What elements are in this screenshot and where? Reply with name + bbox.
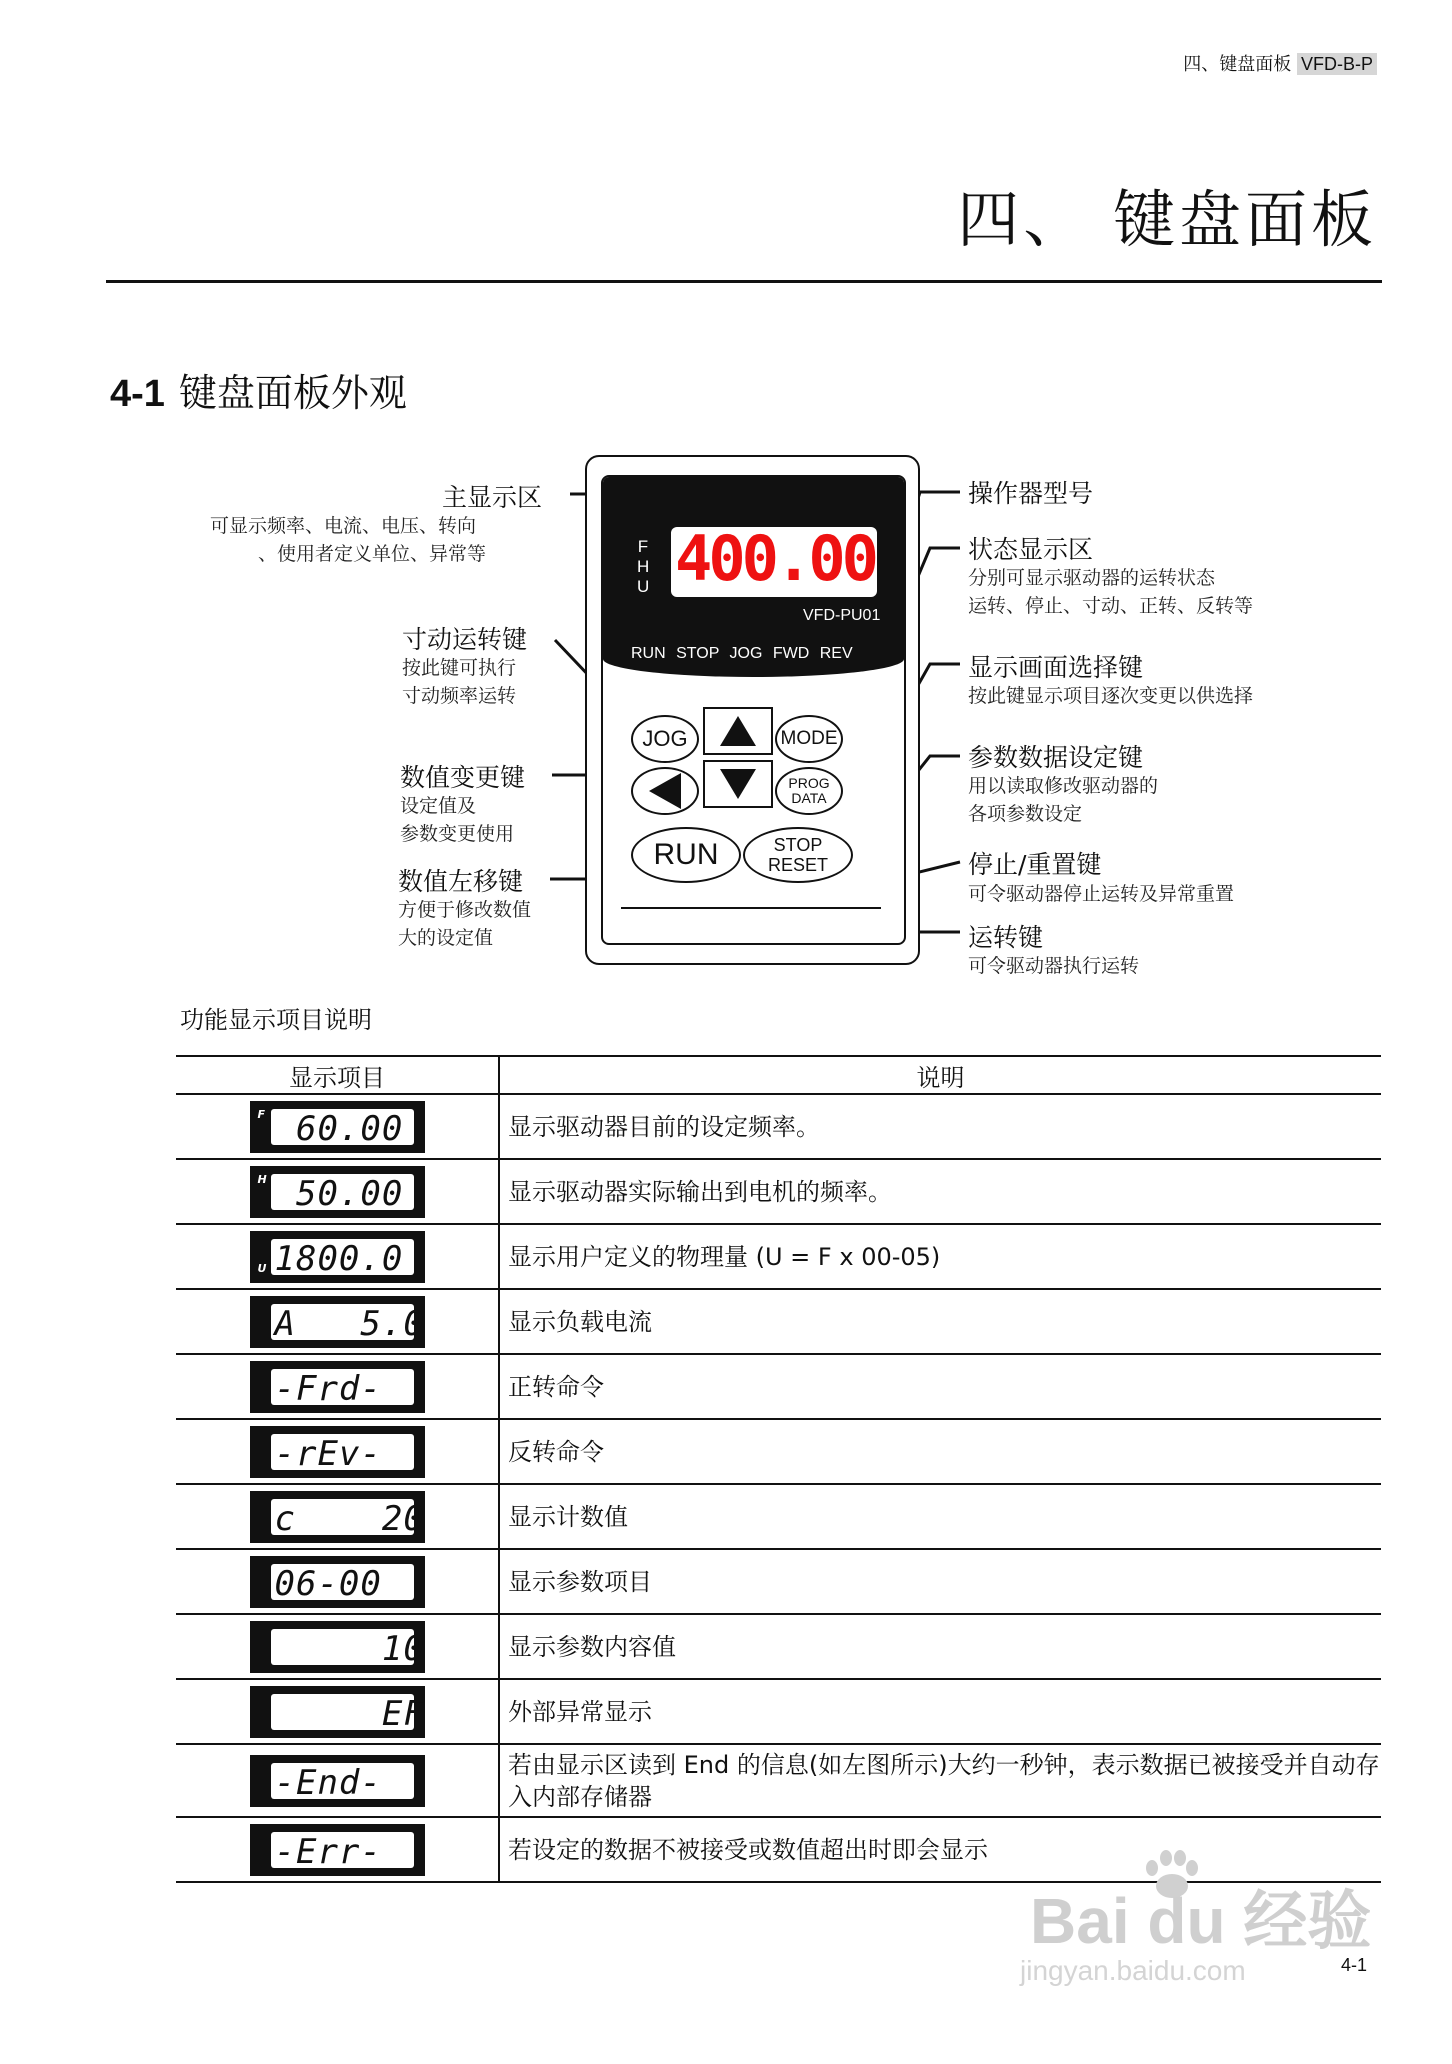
description-cell: 若由显示区读到 End 的信息(如左图所示)大约一秒钟，表示数据已被接受并自动存入内部存储器 — [499, 1744, 1381, 1817]
callout-left-shift-title: 数值左移键 — [398, 867, 524, 896]
description-cell: 外部异常显示 — [499, 1679, 1381, 1744]
watermark-brand: Bai du 经验 — [1030, 1885, 1372, 1957]
indicator-h: H — [637, 557, 650, 576]
stop-label: STOP — [773, 835, 823, 855]
table-row — [176, 1679, 1381, 1744]
callout-prog-line2: 各项参数设定 — [968, 803, 1083, 825]
display-item-cell — [176, 1744, 499, 1817]
description-cell: 显示负载电流 — [499, 1289, 1381, 1354]
display-area — [603, 477, 904, 677]
callout-left-shift-line2: 大的设定值 — [398, 927, 494, 949]
callout-status-line1: 分别可显示驱动器的运转状态 — [968, 567, 1216, 589]
display-item-cell — [176, 1817, 499, 1882]
description-cell: 显示参数项目 — [499, 1549, 1381, 1614]
arrow-up-icon — [720, 716, 756, 746]
lcd-display — [250, 1824, 425, 1876]
lcd-indicator: U — [257, 1261, 267, 1275]
description-cell: 显示参数内容值 — [499, 1614, 1381, 1679]
table-row — [176, 1549, 1381, 1614]
lcd-display — [250, 1101, 425, 1153]
lcd-readout: c 20 — [274, 1498, 425, 1539]
display-item-cell — [176, 1289, 499, 1354]
lcd-display — [250, 1166, 425, 1218]
arrow-down-icon — [720, 769, 756, 799]
callout-jog-line1: 按此键可执行 — [402, 657, 517, 679]
left-shift-button[interactable] — [631, 767, 699, 815]
mode-button[interactable]: MODE — [775, 715, 843, 763]
description-cell: 显示计数值 — [499, 1484, 1381, 1549]
callout-value-change-line2: 参数变更使用 — [400, 823, 515, 845]
section-number: 4-1 — [110, 373, 165, 415]
model-label: VFD-PU01 — [803, 607, 881, 624]
lcd-readout: 1800.0 — [274, 1238, 404, 1279]
description-cell: 若设定的数据不被接受或数值超出时即会显示 — [499, 1817, 1381, 1882]
stop-reset-button[interactable] — [743, 827, 853, 883]
description-cell: 显示用户定义的物理量 (U = F x 00-05) — [499, 1224, 1381, 1289]
table-row — [176, 1224, 1381, 1289]
lcd-display — [250, 1556, 425, 1608]
callout-value-change-title: 数值变更键 — [400, 763, 526, 792]
display-item-cell — [176, 1224, 499, 1289]
lcd-display — [250, 1231, 425, 1283]
running-header-model: VFD-B-P — [1297, 53, 1377, 75]
lcd-readout: A 5.0 — [274, 1303, 425, 1344]
indicator-u: U — [637, 577, 650, 596]
fhu-indicators — [637, 537, 649, 597]
callout-value-change-line1: 设定值及 — [400, 795, 477, 817]
callout-main-display-line1: 可显示频率、电流、电压、转向 — [210, 515, 477, 537]
lcd-readout: -Frd- — [274, 1368, 382, 1409]
lcd-display — [250, 1621, 425, 1673]
table-row — [176, 1484, 1381, 1549]
callout-stop-line1: 可令驱动器停止运转及异常重置 — [968, 883, 1235, 905]
jog-button[interactable]: JOG — [631, 715, 699, 763]
table-row — [176, 1419, 1381, 1484]
lcd-readout: -rEv- — [274, 1433, 382, 1474]
chapter-title: 四、 键盘面板 — [957, 183, 1377, 256]
callout-main-display-title: 主显示区 — [442, 483, 543, 512]
up-button[interactable] — [703, 707, 773, 755]
led-readout: 400.00 — [675, 522, 875, 595]
lcd-display — [250, 1755, 425, 1807]
callout-stop-title: 停止/重置键 — [968, 850, 1102, 879]
section-title-text: 键盘面板外观 — [178, 371, 407, 415]
function-display-table — [176, 1055, 1381, 1883]
lcd-display — [250, 1296, 425, 1348]
status-indicators: RUN STOP JOG FWD REV — [631, 645, 853, 662]
lcd-display — [250, 1686, 425, 1738]
table-row — [176, 1289, 1381, 1354]
callout-main-display-line2: 、使用者定义单位、异常等 — [258, 543, 487, 565]
description-cell: 正转命令 — [499, 1354, 1381, 1419]
lcd-display — [250, 1491, 425, 1543]
keypad-panel — [585, 455, 920, 965]
display-item-cell — [176, 1159, 499, 1224]
down-button[interactable] — [703, 760, 773, 808]
callout-prog-title: 参数数据设定键 — [968, 743, 1144, 772]
lcd-readout: 60.00 — [274, 1108, 404, 1149]
description-cell: 显示驱动器实际输出到电机的频率。 — [499, 1159, 1381, 1224]
display-item-cell — [176, 1419, 499, 1484]
panel-bottom-line — [621, 907, 881, 909]
display-item-cell — [176, 1614, 499, 1679]
callout-jog-title: 寸动运转键 — [402, 625, 528, 654]
display-item-cell — [176, 1484, 499, 1549]
keypad-inner-frame — [601, 475, 906, 945]
display-item-cell — [176, 1354, 499, 1419]
lcd-readout: 06-00 — [274, 1563, 382, 1604]
display-item-cell — [176, 1094, 499, 1159]
lcd-readout: 50.00 — [274, 1173, 404, 1214]
table-row — [176, 1744, 1381, 1817]
callout-model-title: 操作器型号 — [968, 479, 1094, 508]
page-number: 4-1 — [1340, 1955, 1367, 1975]
header-display-item: 显示项目 — [176, 1056, 499, 1094]
callout-status-title: 状态显示区 — [968, 535, 1094, 564]
display-item-cell — [176, 1549, 499, 1614]
callout-run-title: 运转键 — [968, 923, 1044, 952]
watermark-url: jingyan.baidu.com — [1020, 1955, 1246, 1986]
callout-jog-line2: 寸动频率运转 — [402, 685, 517, 707]
description-cell: 显示驱动器目前的设定频率。 — [499, 1094, 1381, 1159]
display-item-cell — [176, 1679, 499, 1744]
indicator-f: F — [637, 537, 649, 556]
reset-label: RESET — [767, 855, 828, 875]
description-cell: 反转命令 — [499, 1419, 1381, 1484]
run-button[interactable]: RUN — [631, 827, 741, 883]
lcd-readout: EF — [274, 1693, 425, 1734]
table-row — [176, 1614, 1381, 1679]
prog-data-button[interactable] — [775, 767, 843, 815]
prog-label: PROG — [788, 775, 830, 791]
table-row — [176, 1094, 1381, 1159]
arrow-left-icon — [649, 773, 681, 809]
callout-status-line2: 运转、停止、寸动、正转、反转等 — [968, 595, 1254, 617]
callout-mode-line1: 按此键显示项目逐次变更以供选择 — [968, 685, 1254, 707]
running-header-chapter: 四、键盘面板 — [1183, 54, 1292, 75]
lcd-readout: -End- — [274, 1762, 382, 1803]
callout-prog-line1: 用以读取修改驱动器的 — [968, 775, 1159, 797]
table-row — [176, 1354, 1381, 1419]
callout-run-line1: 可令驱动器执行运转 — [968, 955, 1140, 977]
lcd-display — [250, 1426, 425, 1478]
lcd-indicator: H — [257, 1172, 267, 1186]
callout-mode-title: 显示画面选择键 — [968, 653, 1144, 682]
callout-left-shift-line1: 方便于修改数值 — [398, 899, 532, 921]
lcd-readout: 10 — [274, 1628, 425, 1669]
table-row — [176, 1159, 1381, 1224]
table-header-row — [176, 1056, 1381, 1094]
lcd-readout: -Err- — [274, 1831, 382, 1872]
data-label: DATA — [791, 790, 827, 806]
header-description: 说明 — [499, 1056, 1381, 1094]
table-caption: 功能显示项目说明 — [180, 1006, 372, 1034]
lcd-indicator: F — [257, 1107, 266, 1121]
lcd-display — [250, 1361, 425, 1413]
